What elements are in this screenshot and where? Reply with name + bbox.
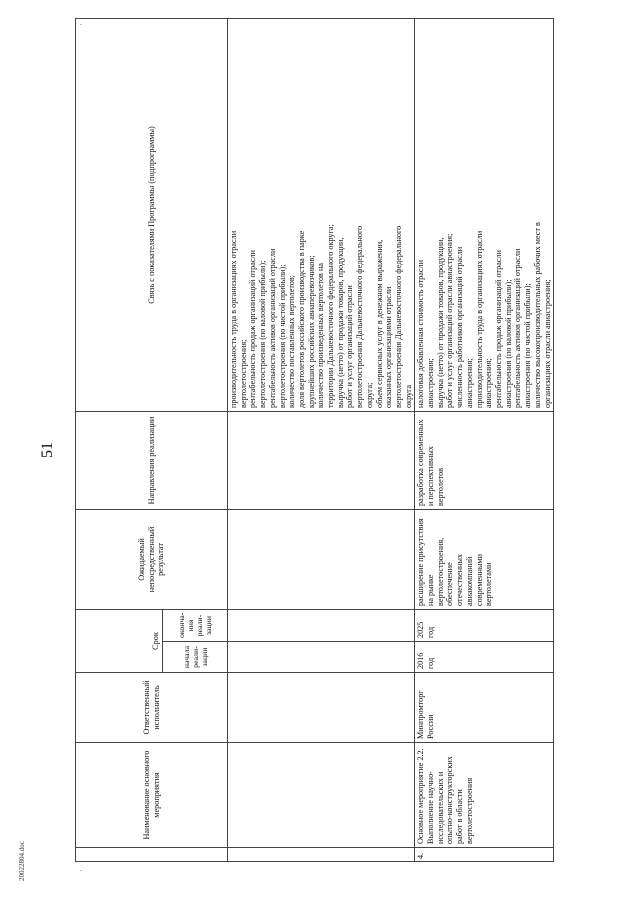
table-cell	[228, 848, 415, 862]
indicator-line: производительность труда в организациях отрасли	[229, 230, 238, 408]
header-link: Связь с показателями Программы (подпрограммы)	[76, 19, 228, 412]
indicator-line: авиастроения (по чистой прибыли);	[523, 283, 533, 408]
indicator-line: авиастроения (по валовой прибыли);	[503, 279, 513, 408]
indicator-line: вертолетостроения (по валовой прибыли);	[258, 260, 268, 408]
indicator-line: вертолетостроения;	[238, 339, 248, 408]
margin-mark: .	[74, 23, 84, 26]
indicator-line: количество произведенных вертолетов на	[316, 263, 326, 408]
continued-link-cell	[228, 19, 415, 412]
indicator-line: территории Дальневосточного федерального округа;	[326, 224, 336, 408]
indicator-line: организациях отрасли авиастроения;	[542, 279, 552, 408]
indicator-line: рентабельность активов организаций отрасли	[513, 248, 523, 408]
table-cell	[228, 610, 415, 642]
indicator-line: рентабельность продаж организаций отрасли	[248, 250, 258, 408]
indicator-line: работ и услуг организаций отрасли	[345, 285, 355, 408]
indicator-line: налоговая добавленная стоимость отрасли	[416, 259, 426, 408]
activities-table	[75, 18, 554, 862]
table-row-continued	[228, 19, 415, 862]
indicator-line: авиастроения;	[484, 358, 494, 408]
indicator-line: вертолетостроения (по чистой прибыли);	[277, 264, 287, 408]
indicator-line: выручка (нетто) от продажи товаров, продукции,	[435, 237, 445, 408]
indicator-line: доля вертолетов российского производства в парке	[296, 230, 306, 408]
table-cell	[228, 673, 415, 743]
indicator-line: количество поставленных вертолетов;	[287, 275, 297, 408]
indicator-line: крупнейших российских авиаперевозчиков;	[306, 255, 316, 408]
table-cell	[228, 510, 415, 610]
indicator-line: округа	[403, 384, 413, 408]
indicator-line: работ и услуг организаций отрасли авиастроения;	[445, 233, 455, 408]
indicator-line: вертолетостроения Дальневосточного федерального	[355, 225, 365, 408]
table-cell	[228, 412, 415, 510]
header-name: Наименование основного мероприятия	[76, 743, 228, 848]
header-term-end: оконча-ния реали-зации	[163, 610, 228, 642]
table-cell	[228, 642, 415, 673]
page-number: 51	[39, 442, 56, 458]
document-code: 20022804.doc	[18, 841, 26, 881]
indicator-line: выручка (нетто) от продажи товаров, продукции,	[335, 237, 345, 408]
indicator-line: авиастроения;	[464, 358, 474, 408]
row-number: 4.	[415, 848, 554, 862]
activity-name: Основное мероприятие 2.2. Выполнение научно-исследовательских и опытно-конструкторских работ в области вертолетостроения	[415, 743, 554, 848]
rotated-table-container	[75, 19, 599, 862]
header-term: Срок	[150, 610, 163, 673]
program-indicators-link	[415, 19, 554, 412]
header-term-spacer	[76, 610, 151, 673]
term-end: 2025 год	[415, 610, 554, 642]
implementation-directions: разработка современных и перспективных вертолетов	[415, 412, 554, 510]
indicator-line: вертолетостроения Дальневосточного федерального	[393, 225, 403, 408]
term-start: 2016 год	[415, 642, 554, 673]
indicator-line: численность работников организаций отрасли	[455, 246, 465, 408]
indicator-line: объем сервисных услуг в денежном выражении,	[374, 239, 384, 408]
indicator-line: количество высокопроизводительных рабочих мест в	[532, 222, 542, 408]
header-result: Ожидаемый непосредственный результат	[76, 510, 228, 610]
indicator-line: округа;	[364, 382, 374, 408]
responsible-executor: Минпромторг России	[415, 673, 554, 743]
indicator-line: рентабельность активов организаций отрасли	[267, 248, 277, 408]
indicator-line: производительность труда в организациях отрасли	[474, 230, 484, 408]
header-term-start: начала реали-зации	[163, 642, 228, 673]
table-cell	[228, 743, 415, 848]
table-row	[415, 19, 554, 862]
header-responsible: Ответственный исполнитель	[76, 673, 228, 743]
margin-mark: .	[74, 869, 84, 872]
indicator-line: авиастроения;	[426, 358, 436, 408]
header-number	[76, 848, 228, 862]
header-directions: Направления реализации	[76, 412, 228, 510]
expected-result: расширение присутствия на рынке вертолетостроения, обеспечение отечественных авиакомпаний современными вертолетами	[415, 510, 554, 610]
indicator-line: рентабельность продаж организаций отрасли	[493, 250, 503, 408]
indicator-line: оказанных организациями отрасли	[384, 286, 394, 408]
